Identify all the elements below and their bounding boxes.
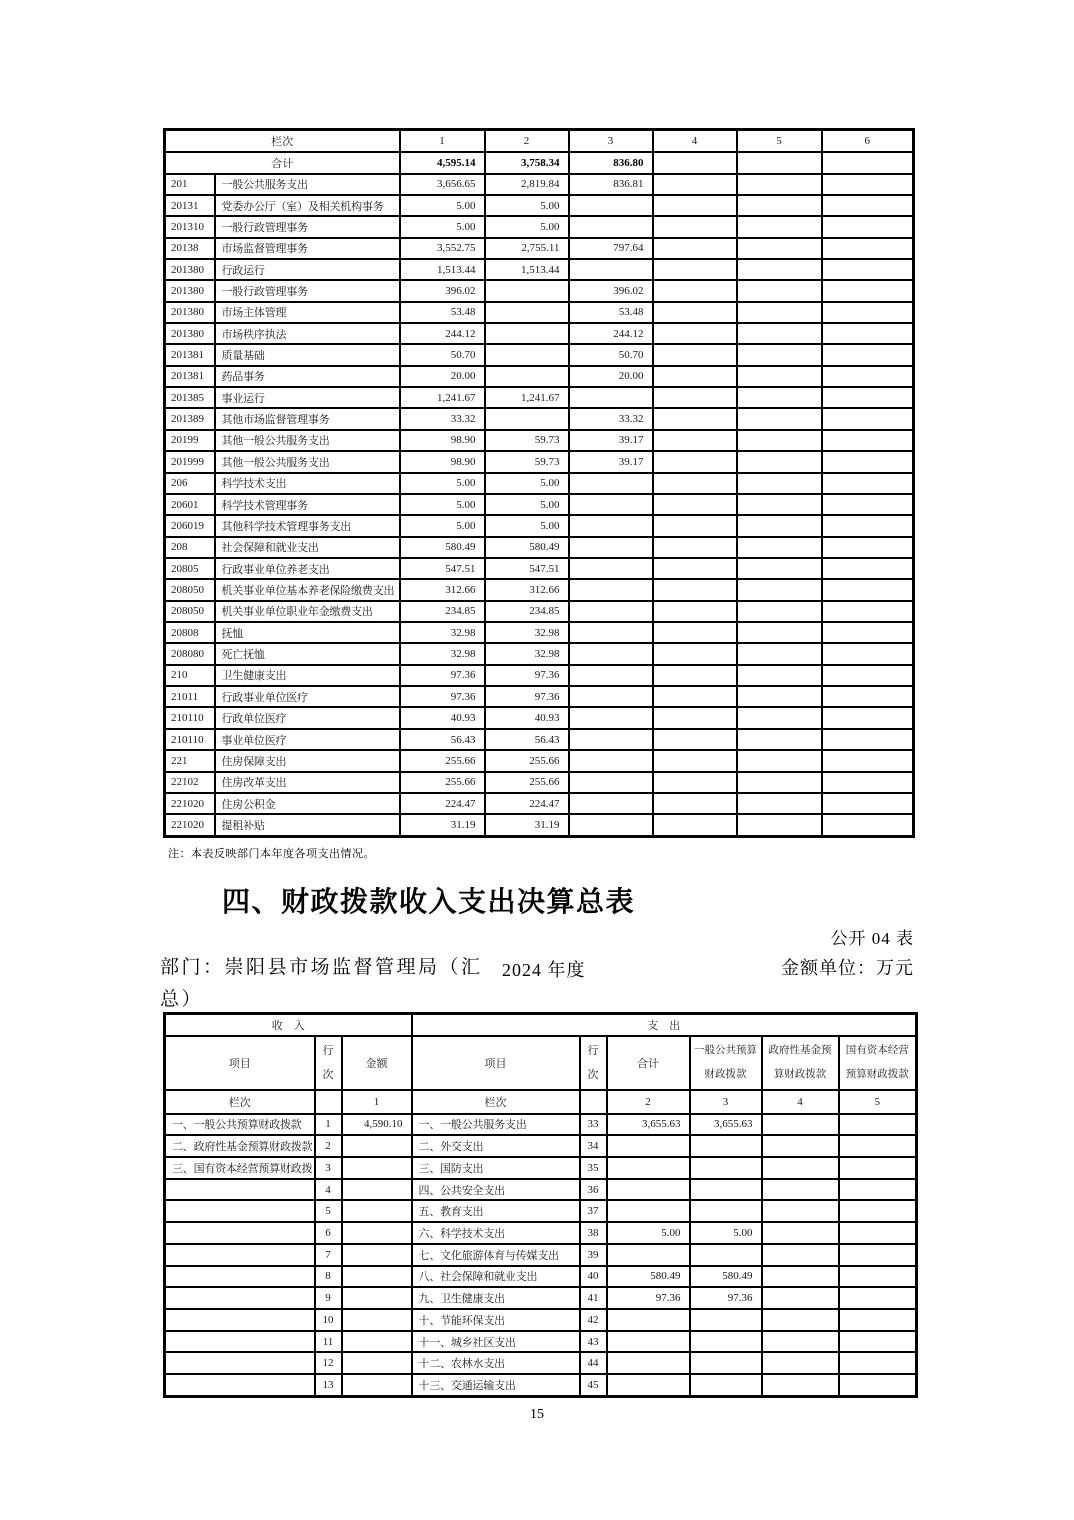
col-num-4: 4 <box>762 1090 839 1114</box>
table-row: 20199 其他一般公共服务支出 98.90 59.73 39.17 <box>165 430 914 451</box>
table-row: 11 十一、城乡社区支出 43 <box>165 1331 917 1353</box>
table-row: 20805 行政事业单位养老支出 547.51 547.51 <box>165 558 914 579</box>
col-num-3: 3 <box>690 1090 762 1114</box>
lanci-label: 栏次 <box>412 1090 580 1114</box>
income-lineno-header: 行次 <box>315 1036 342 1090</box>
expense-section-label: 支 出 <box>412 1014 917 1036</box>
table-row: 10 十、节能环保支出 42 <box>165 1309 917 1331</box>
table-row: 201381 质量基础 50.70 50.70 <box>165 344 914 365</box>
table-row: 221020 提租补贴 31.19 31.19 <box>165 814 914 836</box>
column-4: 4 <box>653 130 737 152</box>
department-line-2: 总） <box>160 989 204 1010</box>
income-expense-header-row <box>165 1014 917 1036</box>
total-value: 4,595.14 <box>400 152 485 174</box>
total-value <box>653 152 737 174</box>
table-row: 20601 科学技术管理事务 5.00 5.00 <box>165 494 914 515</box>
table-row: 三、国有资本经营预算财政拨 3 三、国防支出 35 <box>165 1157 917 1179</box>
total-value <box>737 152 822 174</box>
fiscal-allocation-summary-table <box>163 1012 918 1398</box>
table-row: 206019 其他科学技术管理事务支出 5.00 5.00 <box>165 515 914 536</box>
table-note: 注：本表反映部门本年度各项支出情况。 <box>168 848 375 860</box>
public-table-code: 公开 04 表 <box>830 929 914 948</box>
column-6: 6 <box>822 130 914 152</box>
expense-lineno-header: 行次 <box>580 1036 607 1090</box>
table-row: 201 一般公共服务支出 3,656.65 2,819.84 836.81 <box>165 174 914 195</box>
state-capital-budget-header: 国有资本经营预算财政拨款 <box>839 1036 917 1090</box>
gov-fund-budget-header: 政府性基金预算财政拨款 <box>762 1036 839 1090</box>
table-row: 201385 事业运行 1,241.67 1,241.67 <box>165 387 914 408</box>
total-value <box>822 152 914 174</box>
total-row <box>165 152 914 174</box>
table-row: 201381 药品事务 20.00 20.00 <box>165 366 914 387</box>
expense-total-header: 合计 <box>607 1036 690 1090</box>
table-row: 22102 住房改革支出 255.66 255.66 <box>165 772 914 793</box>
table-row: 221 住房保障支出 255.66 255.66 <box>165 750 914 771</box>
column-5: 5 <box>737 130 822 152</box>
table-row: 208080 死亡抚恤 32.98 32.98 <box>165 643 914 664</box>
column-2: 2 <box>485 130 569 152</box>
expenditure-rows <box>165 174 914 837</box>
table-row: 7 七、文化旅游体育与传媒支出 39 <box>165 1244 917 1266</box>
table-row: 206 科学技术支出 5.00 5.00 <box>165 473 914 494</box>
table-row: 20138 市场监督管理事务 3,552.75 2,755.11 797.64 <box>165 238 914 259</box>
table-row: 201380 市场主体管理 53.48 53.48 <box>165 302 914 323</box>
col-num-1: 1 <box>342 1090 412 1114</box>
table-row: 201310 一般行政管理事务 5.00 5.00 <box>165 216 914 237</box>
table-row: 20808 抚恤 32.98 32.98 <box>165 622 914 643</box>
col-num-2: 2 <box>607 1090 690 1114</box>
table-row: 208050 机关事业单位基本养老保险缴费支出 312.66 312.66 <box>165 579 914 600</box>
table-row: 一、一般公共预算财政拨款 1 4,590.10 一、一般公共服务支出 33 3,655.63 3,655.63 <box>165 1114 917 1136</box>
summary-rows <box>165 1114 917 1397</box>
fiscal-year-label: 2024 年度 <box>502 960 586 980</box>
table-row: 5 五、教育支出 37 <box>165 1200 917 1222</box>
table-row: 8 八、社会保障和就业支出 40 580.49 580.49 <box>165 1266 917 1288</box>
page-number: 15 <box>530 1407 544 1422</box>
expenditure-detail-table <box>163 128 915 838</box>
lanci-row <box>165 1090 917 1114</box>
department-line-1: 部门：崇阳县市场监督管理局（汇 <box>160 957 483 978</box>
table-row: 9 九、卫生健康支出 41 97.36 97.36 <box>165 1287 917 1309</box>
col-num-5: 5 <box>839 1090 917 1114</box>
table-row: 221020 住房公积金 224.47 224.47 <box>165 793 914 814</box>
income-section-label: 收 入 <box>165 1014 412 1036</box>
table-row: 208050 机关事业单位职业年金缴费支出 234.85 234.85 <box>165 601 914 622</box>
expense-item-header: 项目 <box>412 1036 580 1090</box>
table-row: 21011 行政事业单位医疗 97.36 97.36 <box>165 686 914 707</box>
total-label: 合计 <box>165 152 400 174</box>
table-row: 4 四、公共安全支出 36 <box>165 1179 917 1201</box>
income-item-header: 项目 <box>165 1036 315 1090</box>
table-row: 201999 其他一般公共服务支出 98.90 59.73 39.17 <box>165 451 914 472</box>
column-header-row <box>165 1036 917 1090</box>
table-row: 201380 一般行政管理事务 396.02 396.02 <box>165 280 914 301</box>
table-row: 20131 党委办公厅（室）及相关机构事务 5.00 5.00 <box>165 195 914 216</box>
lanci-label: 栏次 <box>165 1090 315 1114</box>
table-row: 13 十三、交通运输支出 45 <box>165 1374 917 1396</box>
table-row: 201380 市场秩序执法 244.12 244.12 <box>165 323 914 344</box>
section-title: 四、财政拨款收入支出决算总表 <box>222 886 636 917</box>
amount-unit-label: 金额单位：万元 <box>781 958 914 978</box>
income-amount-header: 金额 <box>342 1036 412 1090</box>
table-row: 12 十二、农林水支出 44 <box>165 1352 917 1374</box>
table-row: 210110 行政单位医疗 40.93 40.93 <box>165 707 914 728</box>
table-row: 201389 其他市场监督管理事务 33.32 33.32 <box>165 408 914 429</box>
table-row: 208 社会保障和就业支出 580.49 580.49 <box>165 537 914 558</box>
column-label-lanci: 栏次 <box>165 130 400 152</box>
department-label <box>160 952 483 1016</box>
table-row: 201380 行政运行 1,513.44 1,513.44 <box>165 259 914 280</box>
table-row: 210110 事业单位医疗 56.43 56.43 <box>165 729 914 750</box>
table-row: 二、政府性基金预算财政拨款 2 二、外交支出 34 <box>165 1135 917 1157</box>
general-budget-header: 一般公共预算财政拨款 <box>690 1036 762 1090</box>
table-header-row <box>165 130 914 152</box>
table-row: 210 卫生健康支出 97.36 97.36 <box>165 665 914 686</box>
column-3: 3 <box>569 130 653 152</box>
table-row: 6 六、科学技术支出 38 5.00 5.00 <box>165 1222 917 1244</box>
total-value: 3,758.34 <box>485 152 569 174</box>
column-1: 1 <box>400 130 485 152</box>
total-value: 836.80 <box>569 152 653 174</box>
